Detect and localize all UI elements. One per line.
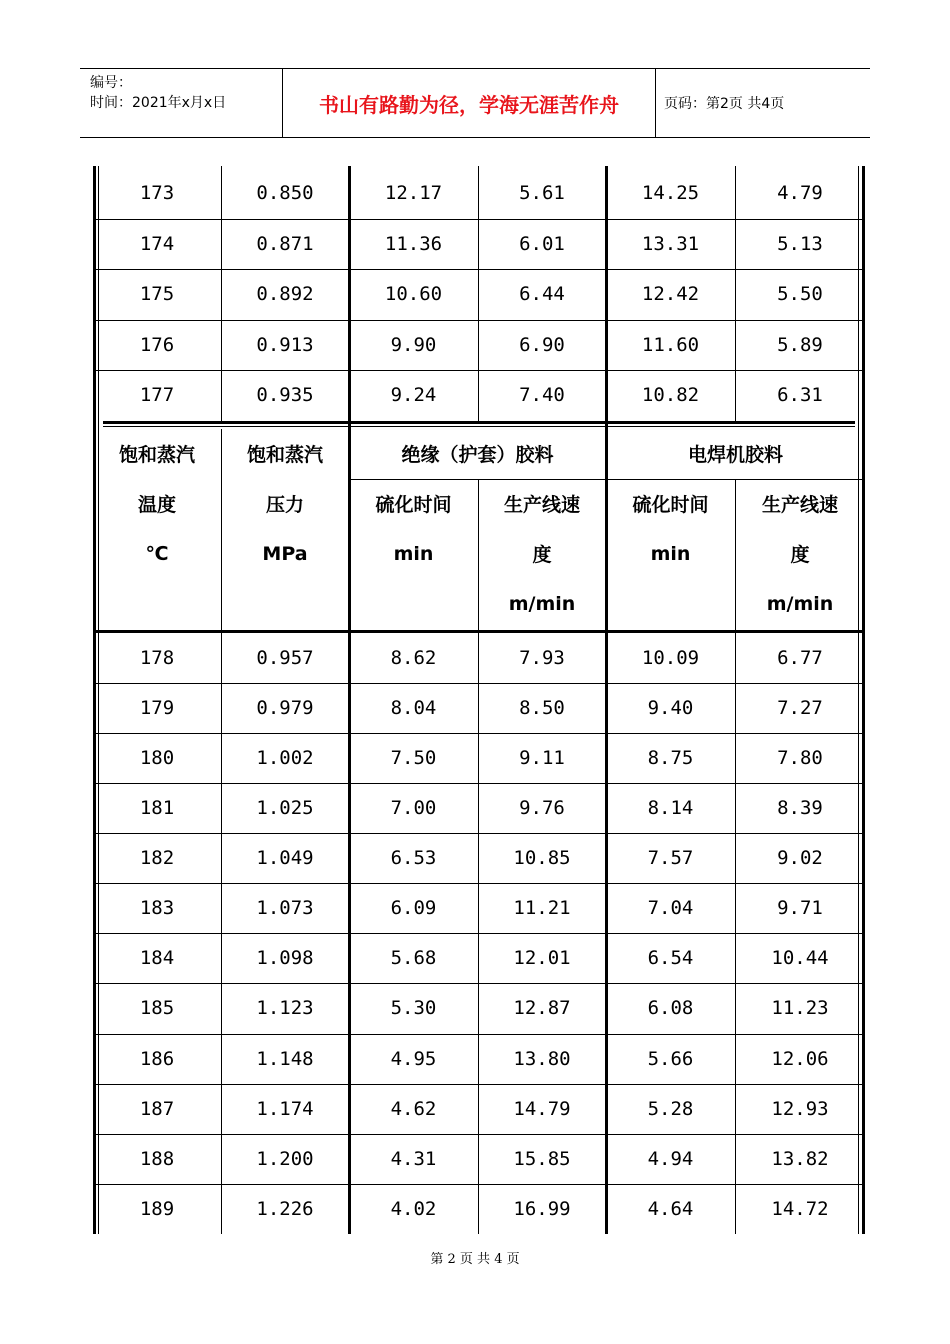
number-label: 编号： — [90, 75, 132, 91]
table-cell: 1.174 — [256, 1097, 314, 1120]
table-cell: 6.09 — [390, 897, 437, 920]
header-temperature: ℃ — [145, 542, 169, 565]
header-line-speed: m/min — [766, 592, 834, 615]
header-line-speed: m/min — [508, 592, 576, 615]
table-cell: 10.82 — [641, 384, 700, 407]
table-cell: 8.75 — [647, 746, 694, 769]
table-cell: 9.24 — [390, 384, 437, 407]
table-border-inner-left — [98, 166, 99, 1234]
table-cell: 183 — [139, 897, 175, 920]
table-cell: 14.79 — [513, 1097, 571, 1120]
table-border-right — [862, 166, 865, 1234]
table-cell: 9.76 — [519, 796, 565, 819]
table-cell: 4.94 — [647, 1147, 694, 1170]
table-cell: 178 — [139, 646, 175, 669]
table-cell: 5.13 — [777, 232, 823, 255]
table-cell: 1.025 — [256, 796, 314, 819]
table-cell: 4.02 — [390, 1197, 437, 1220]
table-cell: 4.62 — [390, 1097, 437, 1120]
table-cell: 7.93 — [519, 646, 565, 669]
table-cell: 14.25 — [641, 182, 700, 205]
header-insulation-group: 绝缘（护套）胶料 — [401, 444, 554, 466]
table-cell: 13.80 — [513, 1047, 571, 1070]
table-cell: 174 — [139, 232, 175, 255]
table-cell: 8.62 — [390, 646, 437, 669]
table-cell: 12.93 — [771, 1097, 829, 1120]
table-cell: 185 — [139, 997, 175, 1020]
table-cell: 1.073 — [256, 897, 314, 920]
table-cell: 6.01 — [519, 232, 565, 255]
section-divider — [103, 421, 855, 424]
table-cell: 12.17 — [384, 182, 443, 205]
table-cell: 5.30 — [390, 997, 437, 1020]
column-divider — [478, 166, 479, 421]
column-divider — [478, 631, 479, 1235]
table-cell: 181 — [139, 796, 175, 819]
table-cell: 12.42 — [641, 283, 700, 306]
table-cell: 11.36 — [384, 232, 443, 255]
table-cell: 8.14 — [647, 796, 694, 819]
table-cell: 4.79 — [777, 182, 823, 205]
table-cell: 4.64 — [647, 1197, 694, 1220]
table-cell: 179 — [139, 696, 175, 719]
table-cell: 6.08 — [647, 997, 694, 1020]
group-divider — [605, 166, 608, 1234]
table-cell: 10.44 — [771, 947, 829, 970]
table-cell: 4.31 — [390, 1147, 437, 1170]
header-info — [80, 69, 282, 137]
header-pressure: MPa — [262, 542, 308, 565]
table-cell: 1.200 — [256, 1147, 314, 1170]
table-cell: 5.61 — [519, 182, 565, 205]
column-divider — [735, 166, 736, 421]
table-border-inner-right — [858, 166, 859, 1234]
table-cell: 10.60 — [384, 283, 443, 306]
table-cell: 8.39 — [777, 796, 823, 819]
column-divider — [478, 479, 479, 631]
table-cell: 1.123 — [256, 997, 314, 1020]
table-cell: 0.979 — [256, 696, 314, 719]
page-header — [80, 68, 870, 138]
header-cure-time: min — [393, 542, 434, 565]
table-cell: 12.06 — [771, 1047, 829, 1070]
table-cell: 1.002 — [256, 746, 314, 769]
header-cure-time: min — [650, 542, 691, 565]
column-divider — [221, 429, 222, 631]
table-cell: 13.82 — [771, 1147, 829, 1170]
table-cell: 5.89 — [777, 333, 823, 356]
data-table — [93, 166, 865, 1234]
header-page-label: 页码：第2页 共4页 — [664, 96, 785, 112]
table-cell: 11.23 — [771, 997, 829, 1020]
table-cell: 9.40 — [647, 696, 694, 719]
table-cell: 182 — [139, 847, 175, 870]
table-cell: 10.85 — [513, 847, 571, 870]
table-cell: 1.226 — [256, 1197, 314, 1220]
table-cell: 6.31 — [777, 384, 823, 407]
table-cell: 5.28 — [647, 1097, 694, 1120]
header-line-speed: 度 — [532, 544, 552, 566]
table-cell: 0.850 — [256, 182, 314, 205]
header-pressure: 饱和蒸汽 — [246, 444, 323, 466]
table-cell: 1.148 — [256, 1047, 314, 1070]
table-cell: 5.50 — [777, 283, 823, 306]
header-cure-time: 硫化时间 — [375, 494, 452, 516]
table-cell: 175 — [139, 283, 175, 306]
table-cell: 7.80 — [777, 746, 823, 769]
table-cell: 7.27 — [777, 696, 823, 719]
table-cell: 16.99 — [513, 1197, 571, 1220]
header-line-speed: 生产线速 — [503, 494, 580, 516]
table-cell: 187 — [139, 1097, 175, 1120]
table-cell: 10.09 — [641, 646, 700, 669]
table-cell: 6.53 — [390, 847, 437, 870]
table-cell: 7.04 — [647, 897, 694, 920]
section-divider — [103, 426, 855, 427]
header-pressure: 压力 — [265, 494, 304, 516]
table-border-left — [93, 166, 96, 1234]
column-divider — [735, 479, 736, 631]
table-cell: 5.68 — [390, 947, 437, 970]
table-cell: 180 — [139, 746, 175, 769]
header-welder-group: 电焊机胶料 — [687, 444, 783, 466]
table-cell: 11.21 — [513, 897, 571, 920]
table-cell: 6.54 — [647, 947, 694, 970]
table-cell: 7.57 — [647, 847, 694, 870]
table-cell: 177 — [139, 384, 175, 407]
table-cell: 6.44 — [519, 283, 565, 306]
table-cell: 0.957 — [256, 646, 314, 669]
table-cell: 8.50 — [519, 696, 565, 719]
column-divider — [221, 631, 222, 1235]
header-line-speed: 度 — [790, 544, 810, 566]
table-cell: 186 — [139, 1047, 175, 1070]
table-cell: 173 — [139, 182, 175, 205]
table-cell: 4.95 — [390, 1047, 437, 1070]
table-cell: 184 — [139, 947, 175, 970]
column-divider — [221, 166, 222, 421]
time-label: 时间：2021年x月x日 — [90, 95, 227, 111]
table-cell: 8.04 — [390, 696, 437, 719]
header-temperature: 温度 — [137, 494, 176, 516]
table-cell: 1.098 — [256, 947, 314, 970]
header-cure-time: 硫化时间 — [632, 494, 709, 516]
table-cell: 5.66 — [647, 1047, 694, 1070]
header-temperature: 饱和蒸汽 — [118, 444, 195, 466]
table-cell: 176 — [139, 333, 175, 356]
table-cell: 188 — [139, 1147, 175, 1170]
table-cell: 9.11 — [519, 746, 565, 769]
table-cell: 15.85 — [513, 1147, 571, 1170]
table-cell: 7.50 — [390, 746, 437, 769]
table-cell: 13.31 — [641, 232, 700, 255]
table-cell: 7.00 — [390, 796, 437, 819]
table-cell: 12.87 — [513, 997, 571, 1020]
table-cell: 12.01 — [513, 947, 571, 970]
header-line-speed: 生产线速 — [761, 494, 838, 516]
table-cell: 0.935 — [256, 384, 314, 407]
group-divider — [348, 166, 351, 1234]
table-cell: 0.913 — [256, 333, 314, 356]
column-divider — [735, 631, 736, 1235]
table-cell: 9.71 — [777, 897, 823, 920]
header-motto: 书山有路勤为径，学海无涯苦作舟 — [282, 69, 656, 137]
table-cell: 9.02 — [777, 847, 823, 870]
table-cell: 1.049 — [256, 847, 314, 870]
table-cell: 189 — [139, 1197, 175, 1220]
table-cell: 0.892 — [256, 283, 314, 306]
table-cell: 6.90 — [519, 333, 565, 356]
table-cell: 11.60 — [641, 333, 700, 356]
page-footer: 第 2 页 共 4 页 — [430, 1252, 520, 1267]
table-cell: 14.72 — [771, 1197, 829, 1220]
table-cell: 0.871 — [256, 232, 314, 255]
table-cell: 7.40 — [519, 384, 565, 407]
table-cell: 6.77 — [777, 646, 823, 669]
table-cell: 9.90 — [390, 333, 437, 356]
